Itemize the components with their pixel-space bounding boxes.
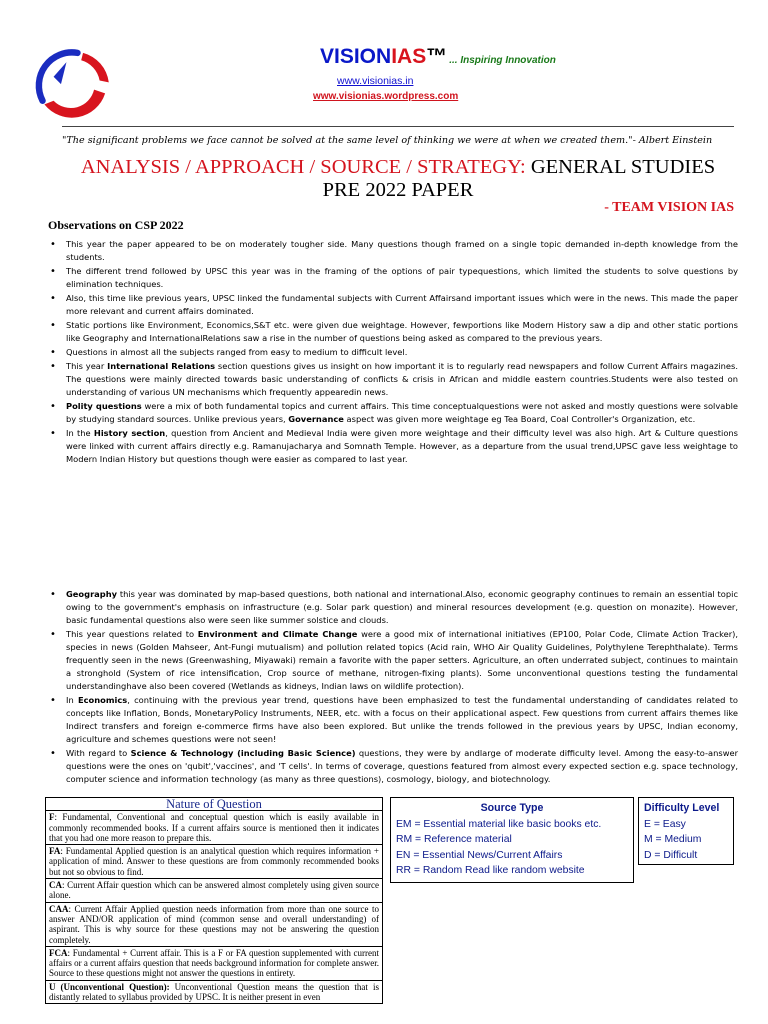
einstein-quote: "The significant problems we face cannot be solved at the same level of thinking we were at when we created them."- Albert Einstein	[62, 135, 713, 146]
list-item: • Polity questions were a mix of both fundamental topics and current affairs. This time conceptualquestions were not asked and mostly questions were solvable by studying standard sources. Unlike previous years, Governance aspect was given more weightage eg Tea Board, Coal Controller's Organization, etc.	[48, 400, 738, 426]
list-item: EN = Essential News/Current Affairs	[396, 849, 563, 861]
list-item: • The different trend followed by UPSC this year was in the framing of the options of pair typequestions, which limited the students to solve questions by elimination techniques.	[48, 265, 738, 291]
table-row: F: Fundamental, Conventional and conceptual question which is easily available in commonly recommended books. If a current affairs source is mentioned then it indicates that you had one more reason to prepare this.	[46, 811, 383, 845]
nature-table-header: Nature of Question	[46, 798, 383, 811]
list-item: • This year the paper appeared to be on moderately tougher side. Many questions though framed on a single topic demanded in-depth knowledge from the students.	[48, 238, 738, 264]
source-type-box	[390, 797, 634, 883]
vision-ias-logo	[26, 40, 118, 132]
list-item: D = Difficult	[644, 849, 698, 861]
wordpress-link[interactable]: www.visionias.wordpress.com	[313, 91, 459, 102]
list-item: RR = Random Read like random website	[396, 865, 585, 876]
list-item: M = Medium	[644, 834, 702, 845]
header-divider	[62, 126, 734, 127]
list-item: • This year International Relations section questions gives us insight on how important it is to regularly read newspapers and follow Current Affairs magazines. The questions were mainly directed towards basic understanding of conflicts & crisis in African and middle eastern countries.Students were also tested on understanding of various UN mechanisms which frequently appearedin news.	[48, 360, 738, 399]
list-item: E = Easy	[644, 818, 686, 830]
page-subtitle: PRE 2022 PAPER	[322, 179, 474, 201]
table-row: U (Unconventional Question): Unconventional Question means the question that is distantly related to syllabus provided by UPSC. It is neither present in even	[46, 980, 383, 1004]
list-item: • This year questions related to Environment and Climate Change were a good mix of international initiatives (EP100, Polar Code, Climate Action Tracker), species in news (Golden Mahseer, Ant-Fungi mutualism) and pollution related topics (Acid rain, WHO Air Quality Guidelines, Polythylene Terephthalate). Terms frequently seen in the news (Greenwashing, Miyawaki) remain a favorite with the paper setters. Agriculture, an often underrated subject, continues to maintain a stronghold (System of rice intensification, Crop source of methane, nitrogen-fixing plants). Some unconventional questions testing the fundamental understandinghave also been covered (Wetlands as kidneys, Indian laws on wildlife protection).	[48, 628, 738, 693]
nature-of-question-table	[45, 797, 383, 1004]
list-item: RM = Reference material	[396, 834, 512, 845]
list-item: • In the History section, question from Ancient and Medieval India were given more weightage and their difficulty level was also high. Art & Culture questions were linked with current affairs directly e.g. Ramanujacharya and Somnath Temple. However, as a departure from the usual trend,UPSC gave less weightage to Modern Indian History but questions though were easier as compared to last year.	[48, 427, 738, 466]
observations-list-continued	[48, 588, 738, 787]
list-item: • Static portions like Environment, Economics,S&T etc. were given due weightage. However, fewportions like Modern History saw a dip and other static portions like Geography and InternationalRelations saw a rise in the number of questions being asked as compared to the previous years.	[48, 319, 738, 345]
list-item: • In Economics, continuing with the previous year trend, questions have been emphasized to test the fundamental understanding of candidates related to concepts like Inflation, Bonds, MonetaryPolicy Instruments, NEER, etc. with a focus on their applicational aspect. Few questions from current affairs themes like Indirect transfers and foreign e-commerce firms have also been explored. But unlike the trends followed in the previous years by UPSC, Indian economy, agriculture and schemes questions were not seen!	[48, 694, 738, 746]
source-type-header: Source Type	[480, 802, 544, 814]
list-item: • Also, this time like previous years, UPSC linked the fundamental subjects with Current Affairsand important issues which were in the news. This made the paper more relevant and current affairs dominated.	[48, 292, 738, 318]
list-item: EM = Essential material like basic books etc.	[396, 818, 602, 830]
table-row: CA: Current Affair question which can be answered almost completely using given source alone.	[46, 879, 383, 903]
brand-name: VISIONIAS™ ... Inspiring Innovation	[320, 45, 556, 68]
table-row: CAA: Current Affair Applied question needs information from more than one source to answer AND/OR application of mind (common sense and overall understanding) of aspirant. This is why source for these questions may not be answering the question completely.	[46, 902, 383, 946]
brand-tagline: ... Inspiring Innovation	[449, 55, 556, 66]
table-row: FCA: Fundamental + Current affair. This is a F or FA question supplemented with current affairs or a current affairs question that needs background information for complete answer. Source to these questions might not answer the questions in entirety.	[46, 946, 383, 980]
list-item: • With regard to Science & Technology (including Basic Science) questions, they were by andlarge of moderate difficulty level. Among the easy-to-answer questions were the ones on 'qubit','vaccines', and 'T cells'. In terms of coverage, questions featured from almost every expected section e.g. space technology, computer science and information technology (as many as three questions), cosmology, biology, and biotechnology.	[48, 747, 738, 786]
difficulty-level-box	[638, 797, 734, 865]
website-link[interactable]: www.visionias.in	[337, 75, 414, 87]
team-credit: - TEAM VISION IAS	[604, 200, 734, 215]
page-title: ANALYSIS / APPROACH / SOURCE / STRATEGY: GENERAL STUDIES	[80, 156, 716, 178]
table-row: FA: Fundamental Applied question is an analytical question which requires information + application of mind. Answer to these questions are from commonly recommended books but not so obvious to find.	[46, 845, 383, 879]
list-item: • Geography this year was dominated by map-based questions, both national and international.Also, economic geography continues to remain an essential topic owing to the government's emphasis on infrastructure (e.g. Solar park question) and mineral resources development (e.g. question on monazite). However, basic fundamental questions also were seen like summer solstice and clouds.	[48, 588, 738, 627]
observations-heading: Observations on CSP 2022	[48, 218, 184, 232]
list-item: • Questions in almost all the subjects ranged from easy to medium to difficult level.	[48, 346, 738, 359]
observations-list	[48, 238, 738, 467]
difficulty-level-header: Difficulty Level	[644, 802, 720, 814]
